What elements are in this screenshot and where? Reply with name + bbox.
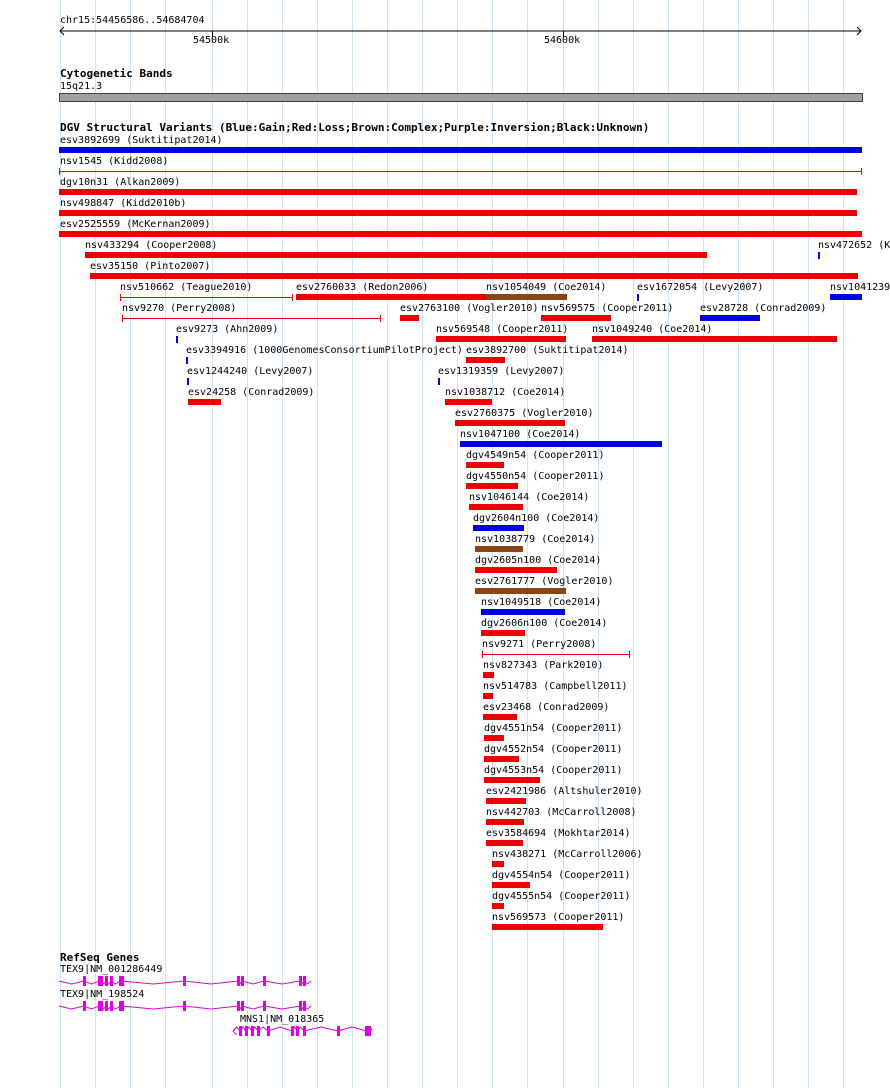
dgv-variant-bar[interactable] xyxy=(637,294,639,301)
dgv-variant-label[interactable]: nsv1038712 (Coe2014) xyxy=(445,387,566,398)
gene-exon xyxy=(105,976,108,986)
dgv-variant-label[interactable]: nsv514783 (Campbell2011) xyxy=(483,681,628,692)
dgv-variant-bar[interactable] xyxy=(484,735,504,741)
dgv-variant-bar[interactable] xyxy=(59,231,862,237)
dgv-variant-bar[interactable] xyxy=(176,336,178,343)
dgv-variant-bar[interactable] xyxy=(492,882,530,888)
dgv-variant-bar[interactable] xyxy=(188,399,221,405)
dgv-variant-bar[interactable] xyxy=(445,399,492,405)
gridline xyxy=(457,0,458,1088)
refseq-track-title: RefSeq Genes xyxy=(60,951,140,964)
dgv-variant-label[interactable]: esv3394916 (1000GenomesConsortiumPilotProject) xyxy=(186,345,463,356)
gene-exon xyxy=(241,976,244,986)
dgv-variant-label[interactable]: esv23468 (Conrad2009) xyxy=(483,702,610,713)
dgv-variant-label[interactable]: esv2421986 (Altshuler2010) xyxy=(486,786,643,797)
dgv-variant-label[interactable]: esv9273 (Ahn2009) xyxy=(176,324,279,335)
dgv-variant-bar[interactable] xyxy=(486,294,567,300)
dgv-variant-bar[interactable] xyxy=(486,840,523,846)
gene-label[interactable]: MNS1|NM_018365 xyxy=(240,1014,325,1025)
dgv-variant-bar[interactable] xyxy=(818,252,820,259)
dgv-variant-label[interactable]: dgv4549n54 (Cooper2011) xyxy=(466,450,605,461)
dgv-variant-line[interactable] xyxy=(122,318,381,319)
gridline xyxy=(247,0,248,1088)
dgv-variant-label[interactable]: esv2761777 (Vogler2010) xyxy=(475,576,614,587)
dgv-variant-label[interactable]: dgv4552n54 (Cooper2011) xyxy=(484,744,623,755)
dgv-variant-bar[interactable] xyxy=(296,294,486,300)
dgv-variant-label[interactable]: esv2763100 (Vogler2010) xyxy=(400,303,539,314)
dgv-variant-bar[interactable] xyxy=(481,630,525,636)
dgv-variant-label[interactable]: esv1672054 (Levy2007) xyxy=(637,282,764,293)
dgv-variant-end-cap xyxy=(380,315,381,322)
gene-exon xyxy=(303,976,306,986)
gene-exon xyxy=(183,976,186,986)
dgv-variant-end-cap xyxy=(120,294,121,301)
dgv-variant-bar[interactable] xyxy=(484,777,540,783)
dgv-variant-label[interactable]: esv24258 (Conrad2009) xyxy=(188,387,315,398)
gridline xyxy=(703,0,704,1088)
cytoband-label: 15q21.3 xyxy=(60,81,103,92)
dgv-variant-label[interactable]: dgv10n31 (Alkan2009) xyxy=(60,177,181,188)
gene-exon xyxy=(100,976,103,986)
gene-model[interactable] xyxy=(57,999,315,1013)
gene-exon xyxy=(296,1026,299,1036)
gene-exon xyxy=(121,1001,124,1011)
dgv-variant-label[interactable]: dgv4555n54 (Cooper2011) xyxy=(492,891,631,902)
dgv-variant-bar[interactable] xyxy=(59,189,857,195)
gridline xyxy=(738,0,739,1088)
ruler-tick-label: 54500k xyxy=(193,35,230,46)
dgv-variant-label[interactable]: dgv2606n100 (Coe2014) xyxy=(481,618,608,629)
gridline xyxy=(773,0,774,1088)
dgv-variant-label[interactable]: esv28728 (Conrad2009) xyxy=(700,303,827,314)
dgv-variant-label[interactable]: esv35150 (Pinto2007) xyxy=(90,261,211,272)
dgv-variant-bar[interactable] xyxy=(483,714,517,720)
gene-exon xyxy=(299,1001,302,1011)
dgv-variant-label[interactable]: nsv1046144 (Coe2014) xyxy=(469,492,590,503)
dgv-variant-bar[interactable] xyxy=(484,756,519,762)
gene-model[interactable] xyxy=(57,974,315,988)
dgv-variant-bar[interactable] xyxy=(436,336,566,342)
gene-exon xyxy=(263,976,266,986)
gene-model[interactable] xyxy=(231,1024,376,1038)
dgv-variant-label[interactable]: nsv1041239 xyxy=(830,282,890,293)
gene-exon xyxy=(110,976,113,986)
gene-exon xyxy=(368,1026,371,1036)
dgv-variant-line[interactable] xyxy=(482,654,630,655)
gene-label[interactable]: TEX9|NM_198524 xyxy=(60,989,145,1000)
dgv-variant-label[interactable]: nsv433294 (Cooper2008) xyxy=(85,240,218,251)
region-label: chr15:54456586..54684704 xyxy=(60,15,205,26)
dgv-variant-label[interactable]: esv1319359 (Levy2007) xyxy=(438,366,565,377)
dgv-variant-label[interactable]: esv1244240 (Levy2007) xyxy=(187,366,314,377)
cytoband-bar[interactable] xyxy=(59,93,863,102)
dgv-variant-end-cap xyxy=(292,294,293,301)
dgv-variant-bar[interactable] xyxy=(187,378,189,385)
gridline xyxy=(387,0,388,1088)
cytoband-track-title: Cytogenetic Bands xyxy=(60,67,173,80)
dgv-variant-label[interactable]: nsv9270 (Perry2008) xyxy=(122,303,237,314)
gene-exon xyxy=(303,1001,306,1011)
dgv-variant-label[interactable]: dgv2604n100 (Coe2014) xyxy=(473,513,600,524)
dgv-variant-bar[interactable] xyxy=(541,315,611,321)
dgv-variant-label[interactable]: dgv4554n54 (Cooper2011) xyxy=(492,870,631,881)
ruler-tick-label: 54600k xyxy=(544,35,581,46)
gene-exon xyxy=(263,1001,266,1011)
dgv-variant-bar[interactable] xyxy=(455,420,565,426)
gridline xyxy=(212,0,213,1088)
gene-exon xyxy=(337,1026,340,1036)
dgv-variant-bar[interactable] xyxy=(59,210,857,216)
dgv-variant-label[interactable]: nsv1049518 (Coe2014) xyxy=(481,597,602,608)
gene-exon xyxy=(83,1001,86,1011)
dgv-variant-label[interactable]: dgv4553n54 (Cooper2011) xyxy=(484,765,623,776)
gene-exon xyxy=(110,1001,113,1011)
gene-exon xyxy=(100,1001,103,1011)
dgv-variant-label[interactable]: nsv827343 (Park2010) xyxy=(483,660,604,671)
gene-label[interactable]: TEX9|NM_001286449 xyxy=(60,964,163,975)
gridline xyxy=(843,0,844,1088)
gene-exon xyxy=(257,1026,260,1036)
gene-exon xyxy=(105,1001,108,1011)
dgv-variant-label[interactable]: nsv438271 (McCarroll2006) xyxy=(492,849,643,860)
dgv-variant-bar[interactable] xyxy=(483,693,493,699)
dgv-variant-label[interactable]: nsv569573 (Cooper2011) xyxy=(492,912,625,923)
dgv-variant-label[interactable]: nsv1049240 (Coe2014) xyxy=(592,324,713,335)
dgv-variant-bar[interactable] xyxy=(475,588,566,594)
dgv-variant-label[interactable]: esv3892700 (Suktitipat2014) xyxy=(466,345,629,356)
dgv-variant-label[interactable]: nsv442703 (McCarroll2008) xyxy=(486,807,637,818)
dgv-variant-bar[interactable] xyxy=(460,441,662,447)
dgv-variant-bar[interactable] xyxy=(186,357,188,364)
dgv-variant-bar[interactable] xyxy=(90,273,858,279)
dgv-variant-bar[interactable] xyxy=(475,567,557,573)
dgv-variant-bar[interactable] xyxy=(492,861,504,867)
dgv-variant-label[interactable]: nsv1545 (Kidd2008) xyxy=(60,156,169,167)
gene-exon xyxy=(183,1001,186,1011)
dgv-variant-bar[interactable] xyxy=(473,525,524,531)
dgv-variant-end-cap xyxy=(122,315,123,322)
dgv-variant-line[interactable] xyxy=(120,297,293,298)
dgv-variant-end-cap xyxy=(861,168,862,175)
dgv-variant-label[interactable]: nsv510662 (Teague2010) xyxy=(120,282,253,293)
dgv-variant-label[interactable]: dgv2605n100 (Coe2014) xyxy=(475,555,602,566)
gene-exon xyxy=(121,976,124,986)
dgv-variant-bar[interactable] xyxy=(85,252,707,258)
gridline xyxy=(808,0,809,1088)
gene-exon xyxy=(291,1026,294,1036)
gene-exon xyxy=(241,1001,244,1011)
gene-exon xyxy=(239,1026,242,1036)
dgv-track-title: DGV Structural Variants (Blue:Gain;Red:Loss;Brown:Complex;Purple:Inversion;Black:Unknown) xyxy=(60,121,650,134)
dgv-variant-label[interactable]: nsv569575 (Cooper2011) xyxy=(541,303,674,314)
dgv-variant-bar[interactable] xyxy=(486,798,526,804)
dgv-variant-bar[interactable] xyxy=(466,483,518,489)
gene-exon xyxy=(267,1026,270,1036)
gene-exon xyxy=(83,976,86,986)
gene-exon xyxy=(237,976,240,986)
gridline xyxy=(317,0,318,1088)
dgv-variant-label[interactable]: esv3584694 (Mokhtar2014) xyxy=(486,828,631,839)
dgv-variant-bar[interactable] xyxy=(483,672,494,678)
gridline xyxy=(422,0,423,1088)
ruler-arrow xyxy=(58,26,864,36)
dgv-variant-label[interactable]: dgv4551n54 (Cooper2011) xyxy=(484,723,623,734)
dgv-variant-label[interactable]: nsv1038779 (Coe2014) xyxy=(475,534,596,545)
dgv-variant-bar[interactable] xyxy=(466,357,505,363)
dgv-variant-end-cap xyxy=(629,651,630,658)
dgv-variant-bar[interactable] xyxy=(59,147,862,153)
gridline xyxy=(668,0,669,1088)
dgv-variant-label[interactable]: nsv1054049 (Coe2014) xyxy=(486,282,607,293)
dgv-variant-bar[interactable] xyxy=(830,294,862,300)
gene-exon xyxy=(251,1026,254,1036)
dgv-variant-bar[interactable] xyxy=(486,819,524,825)
dgv-variant-end-cap xyxy=(482,651,483,658)
dgv-variant-label[interactable]: nsv9271 (Perry2008) xyxy=(482,639,597,650)
gene-exon xyxy=(303,1026,306,1036)
gene-exon xyxy=(237,1001,240,1011)
dgv-variant-label[interactable]: esv2760033 (Redon2006) xyxy=(296,282,429,293)
dgv-variant-bar[interactable] xyxy=(700,315,760,321)
dgv-variant-label[interactable]: esv3892699 (Suktitipat2014) xyxy=(60,135,223,146)
dgv-variant-bar[interactable] xyxy=(475,546,523,552)
gridline xyxy=(352,0,353,1088)
dgv-variant-bar[interactable] xyxy=(400,315,419,321)
gridline xyxy=(282,0,283,1088)
dgv-variant-label[interactable]: esv2760375 (Vogler2010) xyxy=(455,408,594,419)
dgv-variant-label[interactable]: nsv472652 (K xyxy=(818,240,890,251)
dgv-variant-bar[interactable] xyxy=(492,924,603,930)
dgv-variant-label[interactable]: nsv1047100 (Coe2014) xyxy=(460,429,581,440)
dgv-variant-bar[interactable] xyxy=(592,336,837,342)
dgv-variant-label[interactable]: nsv498847 (Kidd2010b) xyxy=(60,198,187,209)
gene-exon xyxy=(365,1026,368,1036)
dgv-variant-label[interactable]: esv2525559 (McKernan2009) xyxy=(60,219,211,230)
dgv-variant-end-cap xyxy=(59,168,60,175)
dgv-variant-label[interactable]: nsv569548 (Cooper2011) xyxy=(436,324,569,335)
dgv-variant-bar[interactable] xyxy=(481,609,565,615)
gridline xyxy=(633,0,634,1088)
dgv-variant-bar[interactable] xyxy=(466,462,504,468)
dgv-variant-label[interactable]: dgv4550n54 (Cooper2011) xyxy=(466,471,605,482)
dgv-variant-bar[interactable] xyxy=(469,504,523,510)
dgv-variant-bar[interactable] xyxy=(438,378,440,385)
gene-exon xyxy=(299,976,302,986)
dgv-variant-bar[interactable] xyxy=(492,903,504,909)
dgv-variant-line[interactable] xyxy=(59,171,862,172)
gene-exon xyxy=(245,1026,248,1036)
